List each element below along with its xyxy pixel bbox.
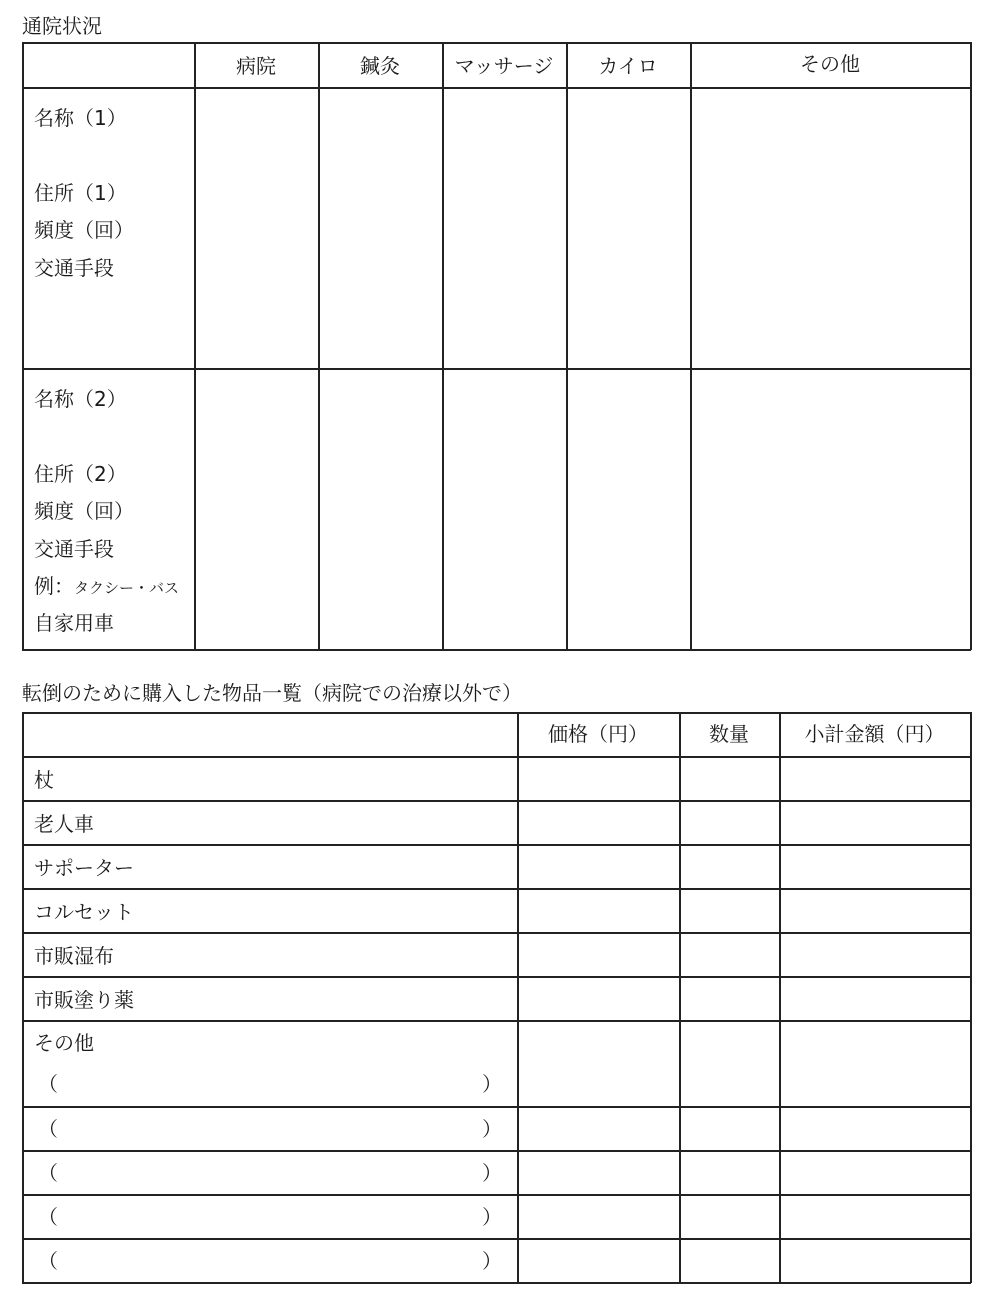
paren-close: ） (482, 1205, 502, 1229)
header-price: 価格（円） (548, 722, 648, 746)
block1-transport-label: 交通手段 (34, 256, 114, 280)
block2-frequency-label: 頻度（回） (34, 499, 134, 523)
item-corset: コルセット (34, 900, 134, 924)
example-text: タクシー・バス (74, 579, 180, 597)
header-chiropractic: カイロ (598, 54, 658, 78)
item-other-label: その他 (34, 1031, 94, 1055)
block2-example-label (34, 574, 179, 600)
header-acupuncture: 鍼灸 (360, 54, 400, 78)
block2-transport-label: 交通手段 (34, 537, 114, 561)
section1-title: 通院状況 (22, 14, 102, 38)
item-ointment: 市販塗り薬 (34, 988, 134, 1012)
block2-address-label: 住所（2） (34, 462, 127, 486)
header-subtotal: 小計金額（円） (804, 722, 945, 746)
paren-open: （ (38, 1072, 58, 1096)
item-walker: 老人車 (34, 812, 94, 836)
paren-open: （ (38, 1117, 58, 1141)
paren-open: （ (38, 1249, 58, 1273)
paren-close: ） (482, 1161, 502, 1185)
paren-close: ） (482, 1249, 502, 1273)
header-massage: マッサージ (454, 54, 554, 78)
paren-close: ） (482, 1117, 502, 1141)
item-supporter: サポーター (34, 856, 134, 880)
header-hospital: 病院 (236, 54, 276, 78)
block2-example-text2: 自家用車 (34, 611, 114, 635)
header-quantity: 数量 (709, 722, 749, 746)
block1-frequency-label: 頻度（回） (34, 218, 134, 242)
item-cane: 杖 (34, 768, 54, 792)
block2-name-label: 名称（2） (34, 387, 127, 411)
paren-open: （ (38, 1205, 58, 1229)
block1-name-label: 名称（1） (34, 106, 127, 130)
example-prefix: 例： (34, 574, 74, 598)
paren-close: ） (482, 1072, 502, 1096)
item-poultice: 市販湿布 (34, 944, 114, 968)
paren-open: （ (38, 1161, 58, 1185)
block1-address-label: 住所（1） (34, 181, 127, 205)
section2-title: 転倒のために購入した物品一覧（病院での治療以外で） (22, 681, 522, 705)
header-other: その他 (800, 52, 860, 76)
